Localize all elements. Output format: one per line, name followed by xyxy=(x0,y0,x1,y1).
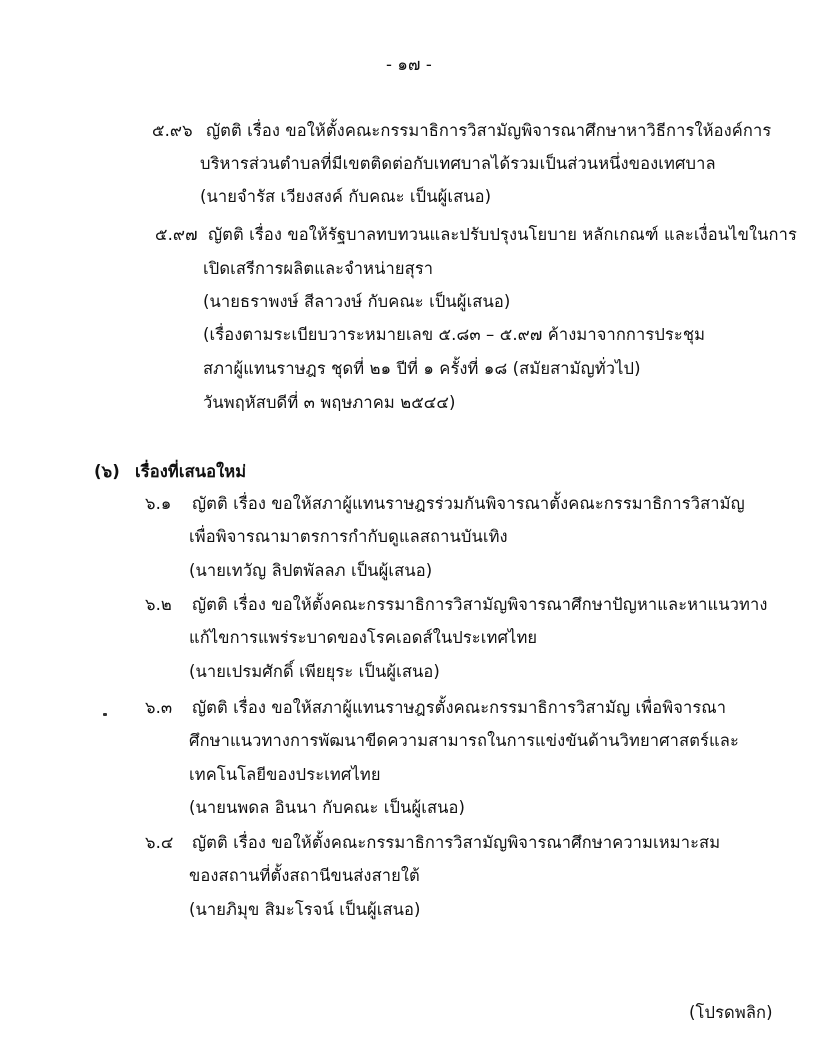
item-6-2-line-2: แก้ไขการแพร่ระบาดของโรคเอดส์ในประเทศไทย xyxy=(189,628,538,647)
item-5-96-line-1: ญัตติ เรื่อง ขอให้ตั้งคณะกรรมาธิการวิสามัญพิจารณาศึกษาหาวิธีการให้องค์การ xyxy=(206,121,772,140)
item-6-2-line-1: ญัตติ เรื่อง ขอให้ตั้งคณะกรรมาธิการวิสามัญพิจารณาศึกษาปัญหาและหาแนวทาง xyxy=(192,595,768,614)
please-turn-over: (โปรดพลิก) xyxy=(689,1003,773,1022)
item-6-4-proposer: (นายภิมุข สิมะโรจน์ เป็นผู้เสนอ) xyxy=(189,900,421,919)
item-5-97-line-2: เปิดเสรีการผลิตและจำหน่ายสุรา xyxy=(203,259,434,278)
item-6-3-proposer: (นายนพดล อินนา กับคณะ เป็นผู้เสนอ) xyxy=(189,798,466,817)
item-number-6-3: ๖.๓ xyxy=(145,698,173,717)
agenda-note-line-3: วันพฤหัสบดีที่ ๓ พฤษภาคม ๒๕๔๔) xyxy=(203,393,456,412)
item-6-3-line-3: เทคโนโลยีของประเทศไทย xyxy=(189,765,381,784)
page-number: - ๑๗ - xyxy=(386,55,432,74)
item-6-1-proposer: (นายเทวัญ ลิปตพัลลภ เป็นผู้เสนอ) xyxy=(189,561,433,580)
stray-mark xyxy=(103,713,107,716)
item-5-96-line-2: บริหารส่วนตำบลที่มีเขตติดต่อกับเทศบาลได้รวมเป็นส่วนหนึ่งของเทศบาล xyxy=(200,154,716,173)
section-6-number: (๖) xyxy=(94,462,120,481)
item-number-6-2: ๖.๒ xyxy=(145,595,172,614)
item-number-5-96: ๕.๙๖ xyxy=(152,121,193,140)
item-6-4-line-2: ของสถานที่ตั้งสถานีขนส่งสายใต้ xyxy=(189,866,420,885)
item-6-3-line-2: ศึกษาแนวทางการพัฒนาขีดความสามารถในการแข่งขันด้านวิทยาศาสตร์และ xyxy=(189,731,739,750)
agenda-note-line-1: (เรื่องตามระเบียบวาระหมายเลข ๕.๘๓ – ๕.๙๗ ค้างมาจากการประชุม xyxy=(203,325,706,344)
item-5-96-proposer: (นายจำรัส เวียงสงค์ กับคณะ เป็นผู้เสนอ) xyxy=(200,187,492,206)
item-number-6-4: ๖.๔ xyxy=(145,833,174,852)
item-5-97-line-1: ญัตติ เรื่อง ขอให้รัฐบาลทบทวนและปรับปรุงนโยบาย หลักเกณฑ์ และเงื่อนไขในการ xyxy=(208,225,797,244)
item-6-1-line-2: เพื่อพิจารณามาตรการกำกับดูแลสถานบันเทิง xyxy=(189,527,508,546)
section-6-title: เรื่องที่เสนอใหม่ xyxy=(135,462,247,481)
item-number-5-97: ๕.๙๗ xyxy=(155,225,198,244)
item-6-1-line-1: ญัตติ เรื่อง ขอให้สภาผู้แทนราษฎรร่วมกันพิจารณาตั้งคณะกรรมาธิการวิสามัญ xyxy=(192,494,745,513)
item-6-3-line-1: ญัตติ เรื่อง ขอให้สภาผู้แทนราษฎรตั้งคณะกรรมาธิการวิสามัญ เพื่อพิจารณา xyxy=(192,698,727,717)
item-5-97-proposer: (นายธราพงษ์ สีลาวงษ์ กับคณะ เป็นผู้เสนอ) xyxy=(203,292,511,311)
agenda-note-line-2: สภาผู้แทนราษฎร ชุดที่ ๒๑ ปีที่ ๑ ครั้งที่ ๑๘ (สมัยสามัญทั่วไป) xyxy=(203,359,641,378)
item-number-6-1: ๖.๑ xyxy=(145,494,172,513)
item-6-2-proposer: (นายเปรมศักดิ์ เพียยุระ เป็นผู้เสนอ) xyxy=(189,662,440,681)
item-6-4-line-1: ญัตติ เรื่อง ขอให้ตั้งคณะกรรมาธิการวิสามัญพิจารณาศึกษาความเหมาะสม xyxy=(192,833,721,852)
